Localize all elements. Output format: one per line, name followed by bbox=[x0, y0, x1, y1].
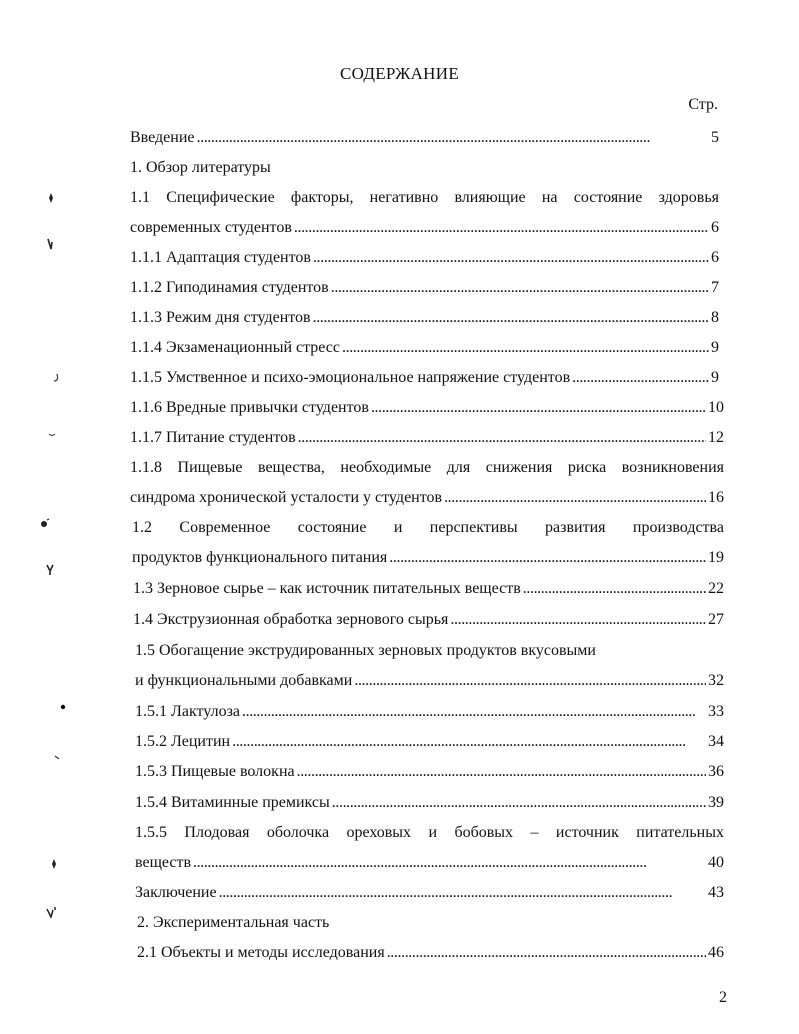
toc-entry: 1.1.6 Вредные привычки студентов . . . 10 bbox=[130, 393, 724, 423]
toc-entry: 1.1.1 Адаптация студентов . . . 6 bbox=[130, 243, 719, 273]
toc-entry: 1.5.1 Лактулоза . . . 33 bbox=[135, 697, 724, 727]
toc-entry: 1.1.7 Питание студентов . . . 12 bbox=[130, 423, 724, 453]
toc-entry: Введение . . . 5 bbox=[130, 123, 719, 153]
toc-entry: и функциональными добавками . . . 32 bbox=[135, 666, 724, 696]
scan-speck bbox=[50, 858, 58, 870]
toc-entry: современных студентов . . . 6 bbox=[130, 213, 719, 243]
scan-speck bbox=[48, 433, 56, 438]
toc-entry: 2.1 Объекты и методы исследования . . . 46 bbox=[137, 938, 724, 968]
toc-entry: 1.4 Экструзионная обработка зернового сырья . . . 27 bbox=[133, 605, 724, 635]
scan-speck bbox=[46, 564, 54, 576]
toc-entry: продуктов функционального питания . . . 19 bbox=[132, 543, 724, 573]
toc-entry: Заключение . . . 43 bbox=[135, 878, 724, 908]
scan-speck bbox=[54, 755, 60, 761]
toc-entry-line: 1.5.5 Плодовая оболочка ореховых и бобовых – источник питательных bbox=[135, 824, 724, 841]
toc-entry: синдрома хронической усталости у студентов . . . 16 bbox=[130, 483, 724, 513]
scan-speck bbox=[46, 906, 58, 918]
toc-entry-line: 1.1.8 Пищевые вещества, необходимые для снижения риска возникновения bbox=[130, 459, 724, 476]
toc-entry: 1.5.4 Витаминные премиксы . . . 39 bbox=[135, 788, 724, 818]
toc-entry: веществ . . . 40 bbox=[135, 848, 724, 878]
toc-entry-line: 1.1 Специфические факторы, негативно влияющие на состояние здоровья bbox=[130, 189, 719, 206]
scan-speck bbox=[52, 373, 60, 383]
toc-entry: 1.1.5 Умственное и психо-эмоциональное напряжение студентов . . . 9 bbox=[130, 363, 719, 393]
document-title: СОДЕРЖАНИЕ bbox=[339, 64, 460, 83]
toc-entry-line: 1.2 Современное состояние и перспективы развития производства bbox=[132, 519, 724, 536]
toc-entry: 1.1.3 Режим дня студентов . . . 8 bbox=[130, 303, 719, 333]
page-number: 2 bbox=[719, 989, 727, 1006]
toc-section-heading: 2. Экспериментальная часть bbox=[137, 914, 330, 931]
toc-section-heading: 1. Обзор литературы bbox=[130, 159, 271, 176]
page-column-label: Стр. bbox=[688, 96, 718, 113]
toc-entry: 1.5.3 Пищевые волокна . . . 36 bbox=[135, 757, 724, 787]
scan-speck bbox=[46, 192, 56, 204]
toc-entry: 1.1.4 Экзаменационный стресс . . . 9 bbox=[130, 333, 719, 363]
toc-entry: 1.5.2 Лецитин . . . 34 bbox=[135, 727, 724, 757]
toc-entry: 1.1.2 Гиподинамия студентов . . . 7 bbox=[130, 273, 719, 303]
scan-speck bbox=[40, 518, 50, 528]
scan-speck bbox=[46, 238, 54, 250]
scan-speck bbox=[60, 704, 66, 710]
toc-entry: 1.3 Зерновое сырье – как источник питательных веществ . . . 22 bbox=[133, 574, 724, 604]
toc-entry-line: 1.5 Обогащение экструдированных зерновых продуктов вкусовыми bbox=[135, 642, 596, 659]
